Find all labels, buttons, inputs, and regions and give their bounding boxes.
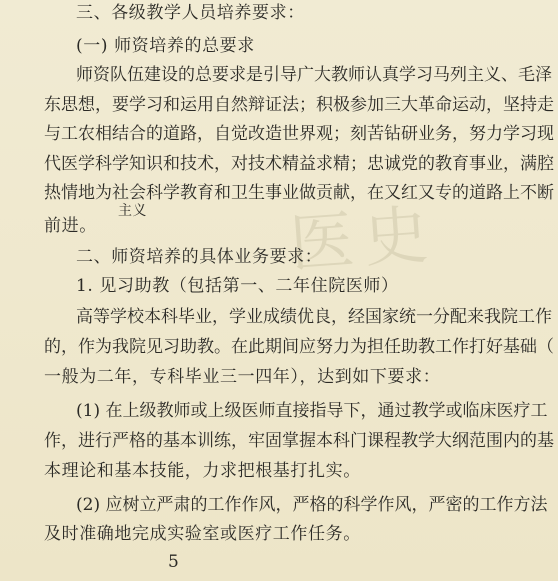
paragraph-line: 热情地为社会科学教育和卫生事业做贡献，在又红又专的道路上不断 — [44, 183, 554, 203]
paragraph-line: 高等学校本科毕业，学业成绩优良，经国家统一分配来我院工作 — [76, 307, 552, 327]
section-heading: 三、各级教学人员培养要求： — [76, 3, 305, 23]
paragraph-line: 前进。 — [44, 216, 97, 236]
paragraph-line: 及时准确地完成实验室或医疗工作任务。 — [44, 524, 361, 544]
handwritten-insertion: 主义 — [118, 203, 147, 219]
paragraph-line: 师资队伍建设的总要求是引导广大教师认真学习马列主义、毛泽 — [76, 65, 552, 85]
paragraph-line: 代医学科学知识和技术，对技术精益求精；忠诚党的教育事业，满腔 — [44, 154, 554, 174]
paragraph-line: 的，作为我院见习助教。在此期间应努力为担任助教工作打好基础（ — [44, 337, 554, 357]
paragraph-line: (2) 应树立严肃的工作作风，严格的科学作风，严密的工作方法 — [76, 495, 548, 515]
paragraph-line: 一般为二年，专科毕业三一四年），达到如下要求： — [44, 367, 441, 387]
paragraph-line: 本理论和基本技能，力求把根基打扎实。 — [44, 461, 361, 481]
section-heading: 二、师资培养的具体业务要求： — [76, 247, 323, 267]
paragraph-line: (1) 在上级教师或上级医师直接指导下，通过教学或临床医疗工 — [76, 401, 548, 421]
subsection-heading: (一) 师资培养的总要求 — [76, 36, 255, 56]
paragraph-line: 作，进行严格的基本训练，牢固掌握本科门课程教学大纲范围内的基 — [44, 431, 554, 451]
paragraph-line: 与工农相结合的道路，自觉改造世界观；刻苦钻研业务，努力学习现 — [44, 124, 554, 144]
subsection-heading: 1. 见习助教（包括第一、二年住院医师） — [76, 276, 399, 296]
paragraph-line: 东思想，要学习和运用自然辩证法；积极参加三大革命运动，坚持走 — [44, 95, 554, 115]
page-number: 5 — [168, 552, 181, 572]
watermark: 医史 — [287, 197, 441, 283]
